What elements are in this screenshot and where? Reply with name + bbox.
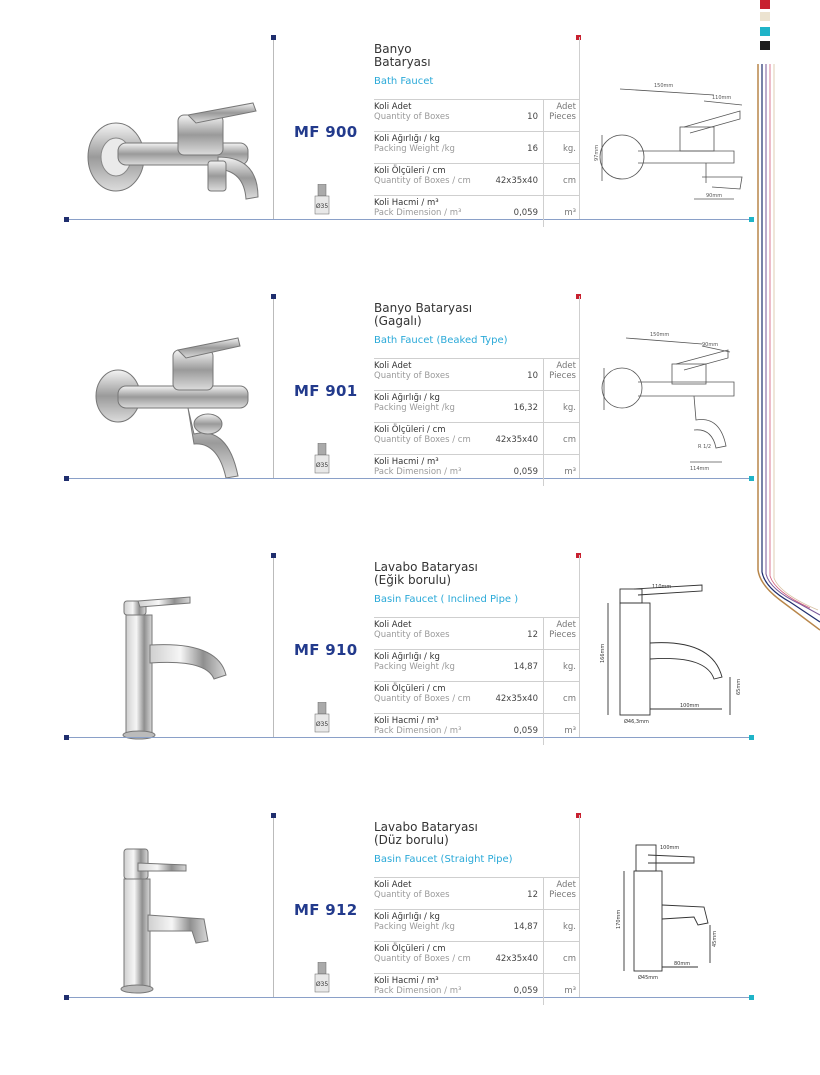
dims-value: 42x35x40 [495,954,538,964]
volume-unit: m³ [564,986,576,996]
dimension-label: 170mm [616,909,622,929]
weight-label-en: Packing Weight /kg [374,922,455,932]
straight-basin-faucet-technical-drawing-icon [594,843,752,995]
product-code: MF 912 [294,901,358,919]
table-row-quantity [374,99,579,131]
qty-label-en: Quantity of Boxes [374,890,450,900]
weight-value: 14,87 [513,662,538,672]
weight-value: 14,87 [513,922,538,932]
cartridge-icon [313,443,331,477]
dims-label-tr: Koli Ölçüleri / cm [374,944,446,954]
qty-label-tr: Koli Adet [374,620,412,630]
column-divider [273,37,274,219]
dims-value: 42x35x40 [495,176,538,186]
qty-value: 10 [527,371,538,381]
dimension-label: 90mm [706,193,723,199]
table-right-border [579,296,580,478]
product-code: MF 900 [294,123,358,141]
corner-marker [64,995,69,1000]
volume-label-en: Pack Dimension / m³ [374,208,462,218]
corner-marker [64,217,69,222]
product-code: MF 901 [294,382,358,400]
inclined-basin-faucet-photo-icon [78,575,273,755]
corner-marker [64,476,69,481]
qty-label-tr: Koli Adet [374,361,412,371]
product-block-mf912 [0,815,820,1075]
bath-faucet-technical-drawing-icon [594,65,752,217]
weight-label-tr: Koli Ağırlığı / kg [374,134,440,144]
dims-label-en: Quantity of Boxes / cm [374,435,471,445]
product-name-line2: (Eğik borulu) [374,573,452,587]
corner-marker [64,735,69,740]
beaked-bath-faucet-photo-icon [78,316,273,496]
weight-value: 16,32 [513,403,538,413]
packaging-table [374,99,579,227]
product-name-tr [374,821,574,847]
volume-value: 0,059 [513,208,538,218]
dims-label-en: Quantity of Boxes / cm [374,694,471,704]
table-row-weight [374,390,579,422]
qty-unit-en: Pieces [549,630,576,640]
table-row-dimensions [374,941,579,973]
qty-unit-tr: Adet [556,880,576,890]
qty-unit-en: Pieces [549,890,576,900]
volume-value: 0,059 [513,986,538,996]
dimension-label: 90mm [702,342,719,348]
dimension-label: 166mm [600,643,606,663]
cartridge-icon [313,962,331,996]
product-name-en: Bath Faucet (Beaked Type) [374,335,508,346]
dims-label-en: Quantity of Boxes / cm [374,954,471,964]
product-name-en: Bath Faucet [374,76,434,87]
corner-marker [271,35,276,40]
table-row-weight [374,649,579,681]
weight-unit: kg. [562,662,576,672]
table-row-weight [374,131,579,163]
weight-label-tr: Koli Ağırlığı / kg [374,393,440,403]
product-block-mf910 [0,555,820,815]
product-name-line1: Lavabo Bataryası [374,820,478,834]
bath-faucet-photo-icon [78,57,273,237]
weight-label-en: Packing Weight /kg [374,403,455,413]
dims-label-tr: Koli Ölçüleri / cm [374,166,446,176]
corner-marker [749,735,754,740]
cartridge-label: Ø35 [315,462,329,469]
packaging-table [374,358,579,486]
dimension-label: 100mm [680,703,700,709]
qty-label-tr: Koli Adet [374,880,412,890]
dims-unit: cm [563,954,576,964]
qty-value: 12 [527,890,538,900]
product-name-en: Basin Faucet (Straight Pipe) [374,854,513,865]
weight-label-en: Packing Weight /kg [374,662,455,672]
weight-label-tr: Koli Ağırlığı / kg [374,652,440,662]
qty-unit-en: Pieces [549,371,576,381]
qty-unit-tr: Adet [556,620,576,630]
dimension-label: 97mm [594,144,600,161]
qty-value: 12 [527,630,538,640]
table-row-dimensions [374,163,579,195]
dims-unit: cm [563,176,576,186]
corner-marker [271,294,276,299]
product-name-tr [374,561,574,587]
corner-marker [749,995,754,1000]
cartridge-label: Ø35 [315,981,329,988]
dims-label-tr: Koli Ölçüleri / cm [374,684,446,694]
table-right-border [579,37,580,219]
table-row-volume [374,973,579,1005]
qty-label-tr: Koli Adet [374,102,412,112]
beaked-bath-faucet-technical-drawing-icon [594,324,752,476]
packaging-table [374,877,579,1005]
weight-label-en: Packing Weight /kg [374,144,455,154]
inclined-basin-faucet-technical-drawing-icon [594,583,752,735]
column-divider [273,555,274,737]
dimension-label: 45mm [712,930,718,947]
table-row-quantity [374,877,579,909]
cartridge-icon [313,702,331,736]
dimension-label: Ø45mm [638,975,659,981]
product-name-tr [374,43,574,69]
volume-label-en: Pack Dimension / m³ [374,986,462,996]
qty-label-en: Quantity of Boxes [374,112,450,122]
dims-value: 42x35x40 [495,435,538,445]
cartridge-label: Ø35 [315,721,329,728]
table-row-volume [374,713,579,745]
volume-unit: m³ [564,208,576,218]
volume-label-tr: Koli Hacmi / m³ [374,457,439,467]
table-row-quantity [374,358,579,390]
product-name-line2: (Gagalı) [374,314,422,328]
product-block-mf900 [0,37,820,297]
product-code: MF 910 [294,641,358,659]
corner-marker [271,813,276,818]
product-block-mf901 [0,296,820,556]
table-right-border [579,555,580,737]
straight-basin-faucet-photo-icon [78,835,273,1015]
product-name-line2: Bataryası [374,55,431,69]
dimension-label: Ø46,3mm [624,719,649,725]
dimension-label: 65mm [736,678,742,695]
volume-label-en: Pack Dimension / m³ [374,726,462,736]
dims-label-tr: Koli Ölçüleri / cm [374,425,446,435]
corner-marker [749,217,754,222]
qty-unit-en: Pieces [549,112,576,122]
cartridge-label: Ø35 [315,203,329,210]
product-name-line1: Lavabo Bataryası [374,560,478,574]
volume-unit: m³ [564,726,576,736]
column-divider [273,815,274,997]
dimension-label: R 1/2 [698,444,712,450]
qty-unit-tr: Adet [556,361,576,371]
dimension-label: 114mm [690,466,710,472]
table-row-quantity [374,617,579,649]
volume-label-tr: Koli Hacmi / m³ [374,716,439,726]
qty-label-en: Quantity of Boxes [374,371,450,381]
volume-label-tr: Koli Hacmi / m³ [374,976,439,986]
weight-unit: kg. [562,403,576,413]
dims-label-en: Quantity of Boxes / cm [374,176,471,186]
product-name-tr [374,302,574,328]
dimension-label: 150mm [650,332,670,338]
dimension-label: 110mm [712,95,732,101]
corner-marker [749,476,754,481]
weight-label-tr: Koli Ağırlığı / kg [374,912,440,922]
packaging-table [374,617,579,745]
dims-unit: cm [563,435,576,445]
table-row-dimensions [374,422,579,454]
dims-unit: cm [563,694,576,704]
table-right-border [579,815,580,997]
weight-unit: kg. [562,922,576,932]
table-row-volume [374,454,579,486]
product-name-en: Basin Faucet ( Inclined Pipe ) [374,594,519,605]
dimension-label: 150mm [654,83,674,89]
qty-value: 10 [527,112,538,122]
weight-unit: kg. [562,144,576,154]
dimension-label: 80mm [674,961,691,967]
dimension-label: 100mm [660,845,680,851]
volume-value: 0,059 [513,726,538,736]
column-divider [273,296,274,478]
qty-label-en: Quantity of Boxes [374,630,450,640]
table-row-volume [374,195,579,227]
volume-unit: m³ [564,467,576,477]
dimension-label: 110mm [652,584,672,590]
product-name-line2: (Düz borulu) [374,833,449,847]
weight-value: 16 [527,144,538,154]
volume-label-en: Pack Dimension / m³ [374,467,462,477]
dims-value: 42x35x40 [495,694,538,704]
volume-label-tr: Koli Hacmi / m³ [374,198,439,208]
table-row-dimensions [374,681,579,713]
cartridge-icon [313,184,331,218]
table-row-weight [374,909,579,941]
product-name-line1: Banyo Bataryası [374,301,473,315]
corner-marker [271,553,276,558]
volume-value: 0,059 [513,467,538,477]
qty-unit-tr: Adet [556,102,576,112]
product-name-line1: Banyo [374,42,412,56]
